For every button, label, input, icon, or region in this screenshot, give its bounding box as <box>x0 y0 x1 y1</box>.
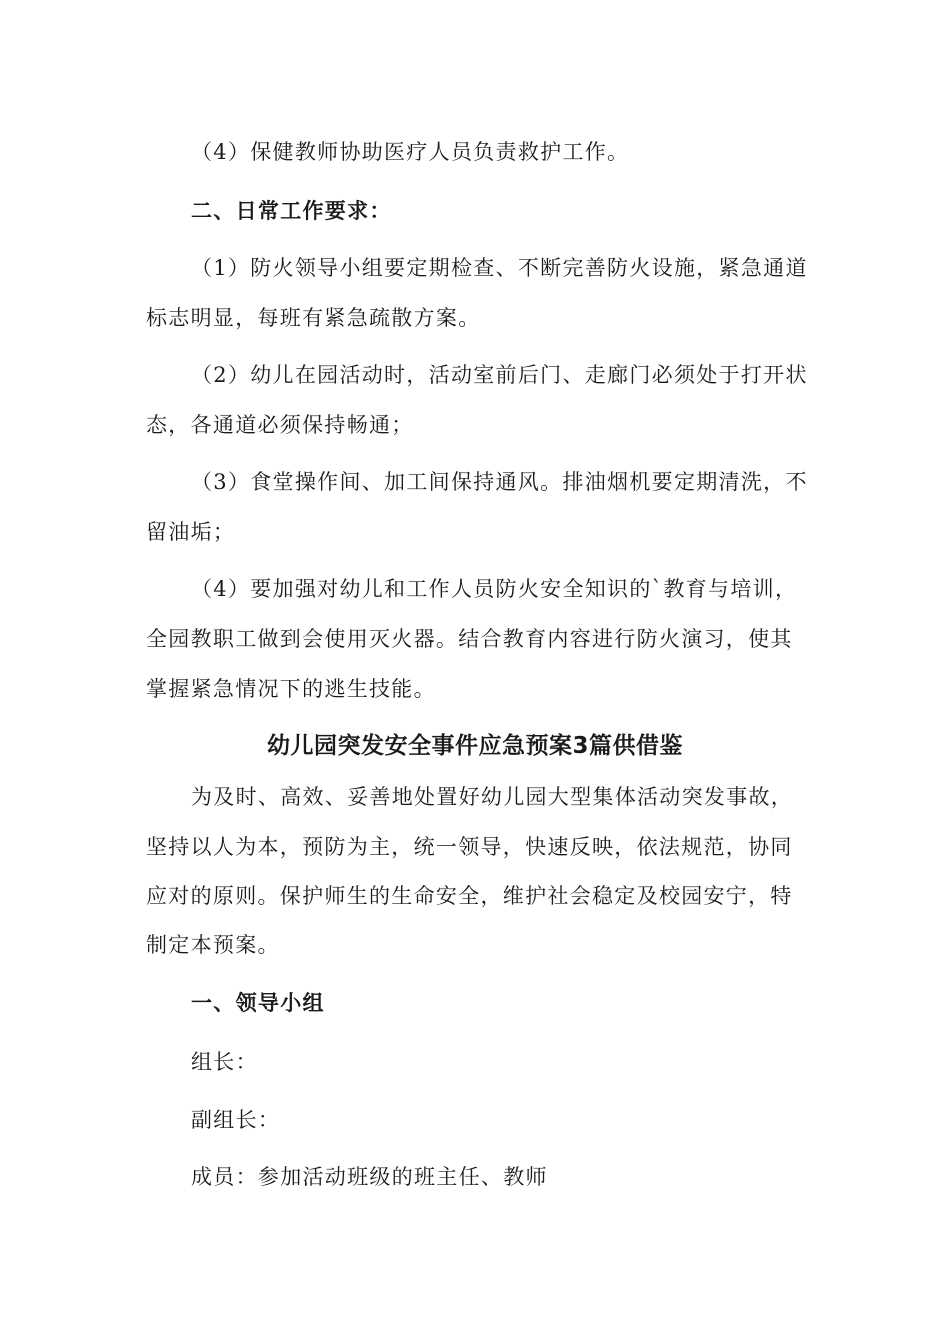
paragraph-line: 留油垢； <box>146 520 236 544</box>
paragraph-line: 掌握紧急情况下的逃生技能。 <box>146 677 436 701</box>
paragraph-line: （1）防火领导小组要定期检查、不断完善防火设施，紧急通道 <box>191 256 808 280</box>
paragraph-line: 态，各通道必须保持畅通； <box>146 413 414 437</box>
paragraph-line: （4）保健教师协助医疗人员负责救护工作。 <box>191 140 630 164</box>
document-title: 幼儿园突发安全事件应急预案3篇供借鉴 <box>266 733 683 759</box>
section-heading: 二、日常工作要求： <box>191 199 392 223</box>
paragraph-line: 制定本预案。 <box>146 933 280 957</box>
paragraph-line: 为及时、高效、妥善地处置好幼儿园大型集体活动突发事故， <box>191 785 794 809</box>
paragraph-line: 成员：参加活动班级的班主任、教师 <box>191 1165 548 1189</box>
paragraph-line: 组长： <box>191 1050 258 1074</box>
paragraph-line: （3）食堂操作间、加工间保持通风。排油烟机要定期清洗，不 <box>191 470 808 494</box>
section-heading: 一、领导小组 <box>191 991 325 1015</box>
paragraph-line: （2）幼儿在园活动时，活动室前后门、走廊门必须处于打开状 <box>191 363 808 387</box>
paragraph-line: 坚持以人为本，预防为主，统一领导，快速反映，依法规范，协同 <box>146 835 793 859</box>
paragraph-line: 标志明显，每班有紧急疏散方案。 <box>146 306 481 330</box>
paragraph-line: （4）要加强对幼儿和工作人员防火安全知识的`教育与培训， <box>191 577 798 601</box>
paragraph-line: 副组长： <box>191 1108 281 1132</box>
paragraph-line: 应对的原则。保护师生的生命安全，维护社会稳定及校园安宁，特 <box>146 884 793 908</box>
paragraph-line: 全园教职工做到会使用灭火器。结合教育内容进行防火演习，使其 <box>146 627 793 651</box>
